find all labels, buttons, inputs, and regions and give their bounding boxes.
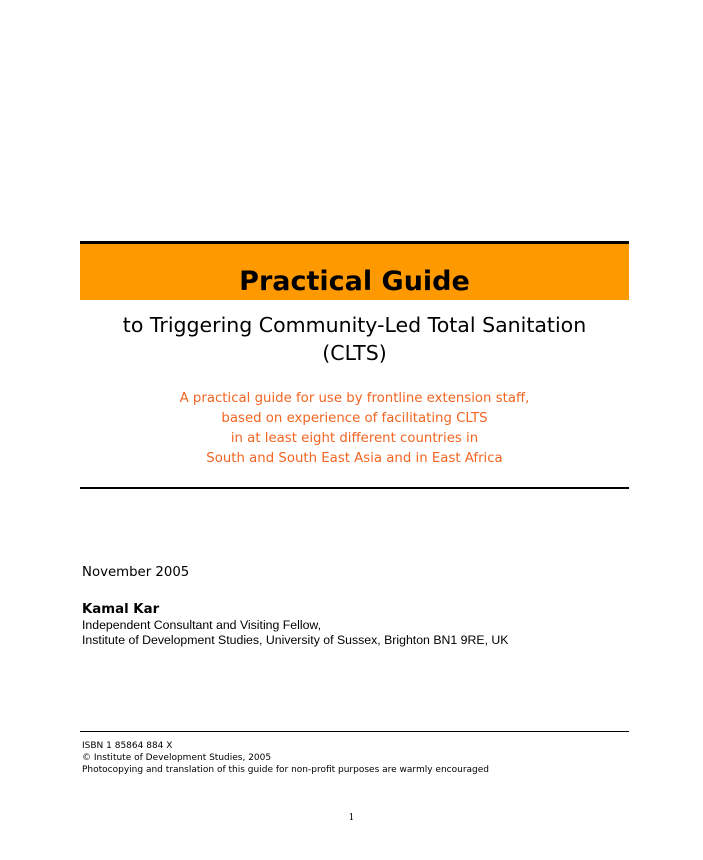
permission-notice: Photocopying and translation of this guide for non-profit purposes are warmly encouraged xyxy=(82,765,489,775)
description-line: A practical guide for use by frontline extension staff, xyxy=(179,391,530,406)
footer xyxy=(82,740,489,776)
copyright: © Institute of Development Studies, 2005 xyxy=(82,753,272,763)
affiliation-line-2: Institute of Development Studies, University of Sussex, Brighton BN1 9RE, UK xyxy=(82,633,509,647)
mid-rule xyxy=(80,487,629,489)
title-band xyxy=(80,244,629,300)
description-line: in at least eight different countries in xyxy=(230,431,479,446)
author-affiliation xyxy=(82,618,509,648)
subtitle-line-2: (CLTS) xyxy=(322,341,387,365)
description-line: South and South East Asia and in East Africa xyxy=(206,451,503,466)
subtitle-line-1: to Triggering Community-Led Total Sanitation xyxy=(122,313,587,337)
description xyxy=(80,389,629,469)
affiliation-line-1: Independent Consultant and Visiting Fellow, xyxy=(82,618,322,632)
document-subtitle xyxy=(80,311,629,367)
document-title: Practical Guide xyxy=(239,266,470,297)
isbn: ISBN 1 85864 884 X xyxy=(82,741,173,751)
bottom-rule xyxy=(80,731,629,732)
author-name: Kamal Kar xyxy=(82,602,160,617)
publication-date: November 2005 xyxy=(82,565,190,580)
description-line: based on experience of facilitating CLTS xyxy=(221,411,488,426)
page-number: 1 xyxy=(348,813,355,823)
